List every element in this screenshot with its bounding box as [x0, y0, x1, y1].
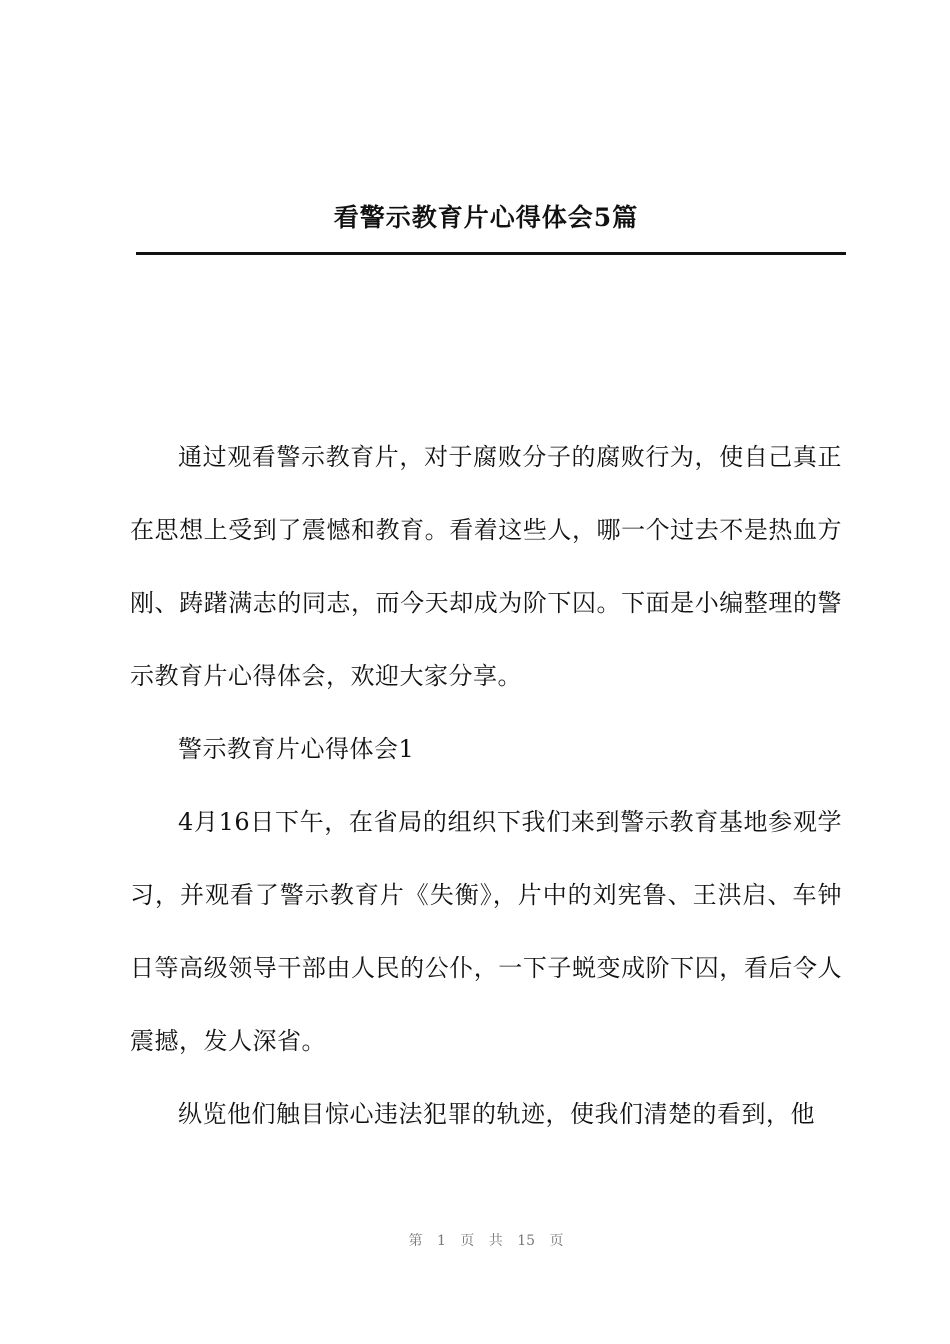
body-paragraph: 4月16日下午，在省局的组织下我们来到警示教育基地参观学习，并观看了警示教育片《失衡》，片中的刘宪鲁、王洪启、车钟日等高级领导干部由人民的公仆，一下子蜕变成阶下囚，看后令人震撼，发人深省。	[130, 808, 842, 1055]
section-heading: 警示教育片心得体会1	[178, 735, 415, 763]
page-number-footer: 第 1 页 共 15 页	[408, 1233, 564, 1249]
body-paragraph: 纵览他们触目惊心违法犯罪的轨迹，使我们清楚的看到，他	[178, 1100, 815, 1128]
intro-paragraph: 通过观看警示教育片，对于腐败分子的腐败行为，使自己真正在思想上受到了震憾和教育。看着这些人，哪一个过去不是热血方刚、踌躇满志的同志，而今天却成为阶下囚。下面是小编整理的警示教育片心得体会，欢迎大家分享。	[130, 443, 842, 690]
page-title: 看警示教育片心得体会5篇	[333, 203, 639, 232]
title-divider	[136, 252, 846, 255]
document-body	[130, 421, 842, 1151]
